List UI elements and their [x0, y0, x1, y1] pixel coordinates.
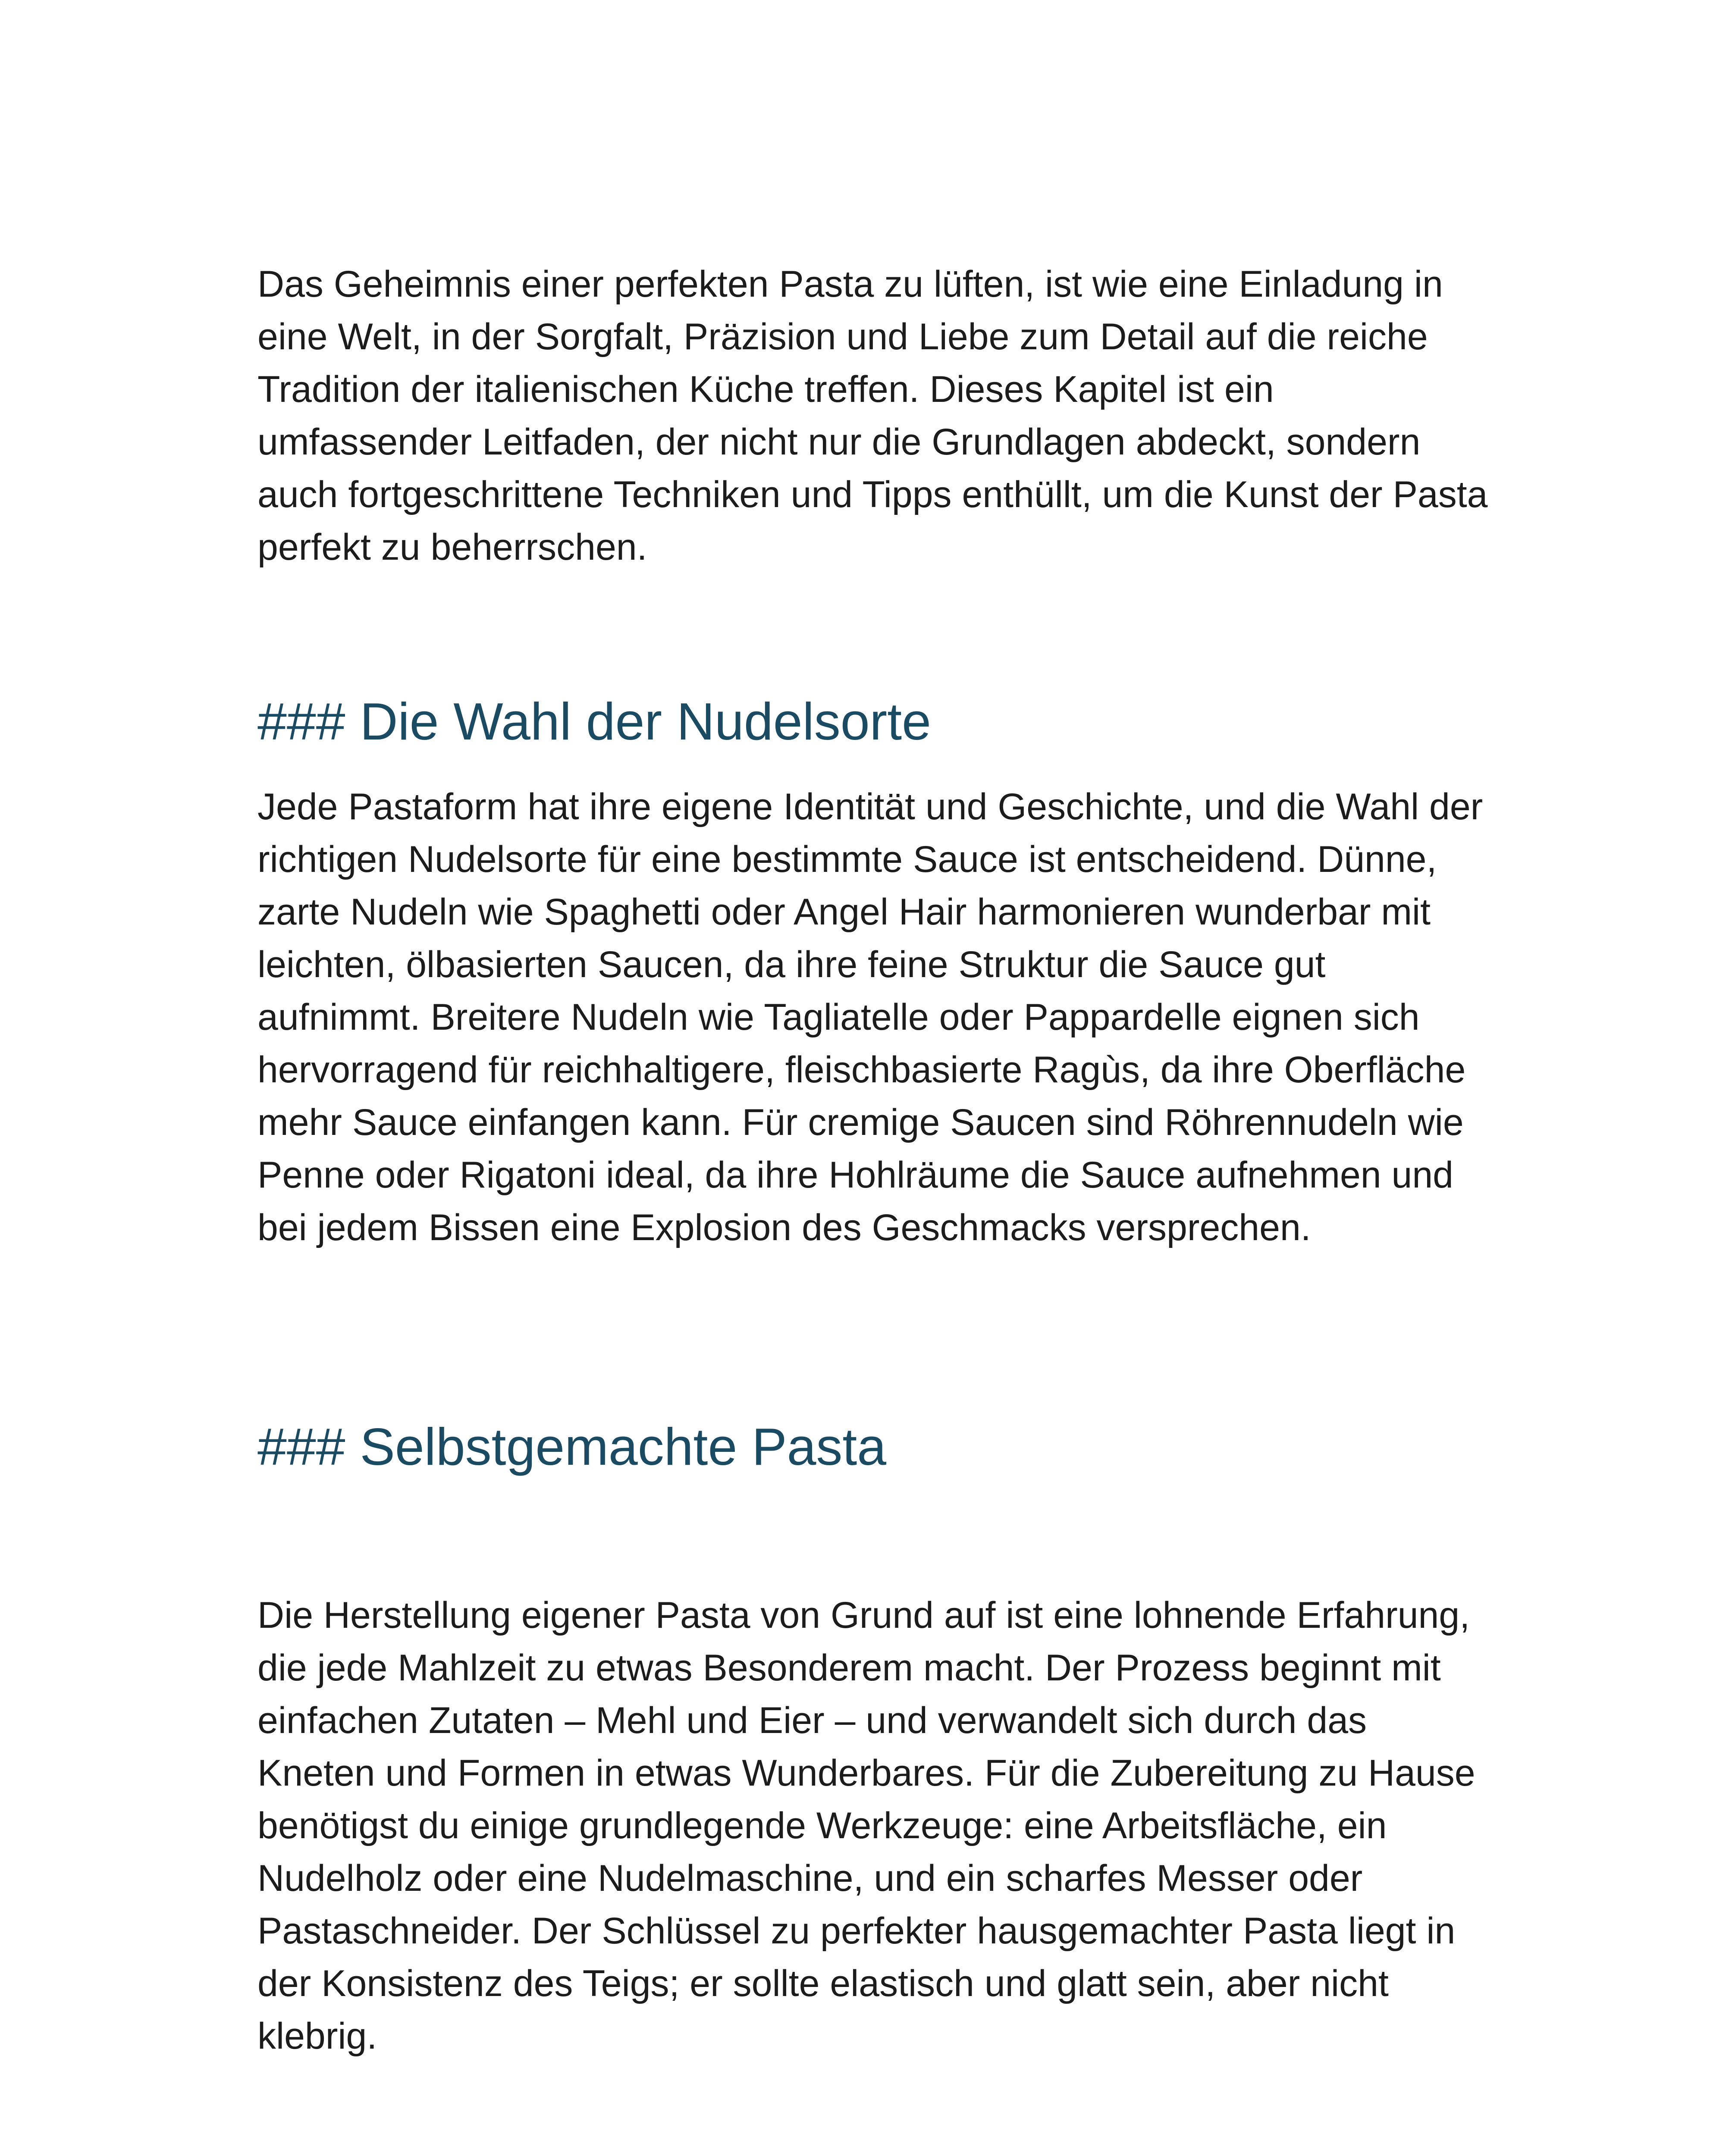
section-paragraph-selbstgemacht: Die Herstellung eigener Pasta von Grund auf ist eine lohnende Erfahrung, die jede Mahlzeit zu etwas Besonderem macht. Der Prozess beginnt mit einfachen Zutaten – Mehl und Eier – und verwandelt sich durch das Kneten und Formen in etwas Wunderbares. Für die Zubereitung zu Hause benötigst du einige grundlegende Werkzeuge: eine Arbeitsfläche, ein Nudelholz oder eine Nudelmaschine, und ein scharfes Messer oder Pastaschneider. Der Schlüssel zu perfekter hausgemachter Pasta liegt in der Konsistenz des Teigs; er sollte elastisch und glatt sein, aber nicht klebrig. — [257, 1595, 1475, 2057]
section-heading-selbstgemacht: ### Selbstgemachte Pasta — [257, 1417, 887, 1476]
section-heading-nudelsorte: ### Die Wahl der Nudelsorte — [257, 692, 931, 751]
section-paragraph-nudelsorte: Jede Pastaform hat ihre eigene Identität und Geschichte, und die Wahl der richtigen Nudelsorte für eine bestimmte Sauce ist entscheidend. Dünne, zarte Nudeln wie Spaghetti oder Angel Hair harmonieren wunderbar mit leichten, ölbasierten Saucen, da ihre feine Struktur die Sauce gut aufnimmt. Breitere Nudeln wie Tagliatelle oder Pappardelle eignen sich hervorragend für reichhaltigere, fleischbasierte Ragùs, da ihre Oberfläche mehr Sauce einfangen kann. Für cremige Saucen sind Röhrennudeln wie Penne oder Rigatoni ideal, da ihre Hohlräume die Sauce aufnehmen und bei jedem Bissen eine Explosion des Geschmacks versprechen. — [257, 786, 1483, 1248]
intro-paragraph: Das Geheimnis einer perfekten Pasta zu lüften, ist wie eine Einladung in eine Welt, in der Sorgfalt, Präzision und Liebe zum Detail auf die reiche Tradition der italienischen Küche treffen. Dieses Kapitel ist ein umfassender Leitfaden, der nicht nur die Grundlagen abdeckt, sondern auch fortgeschrittene Techniken und Tipps enthüllt, um die Kunst der Pasta perfekt zu beherrschen. — [257, 263, 1488, 568]
